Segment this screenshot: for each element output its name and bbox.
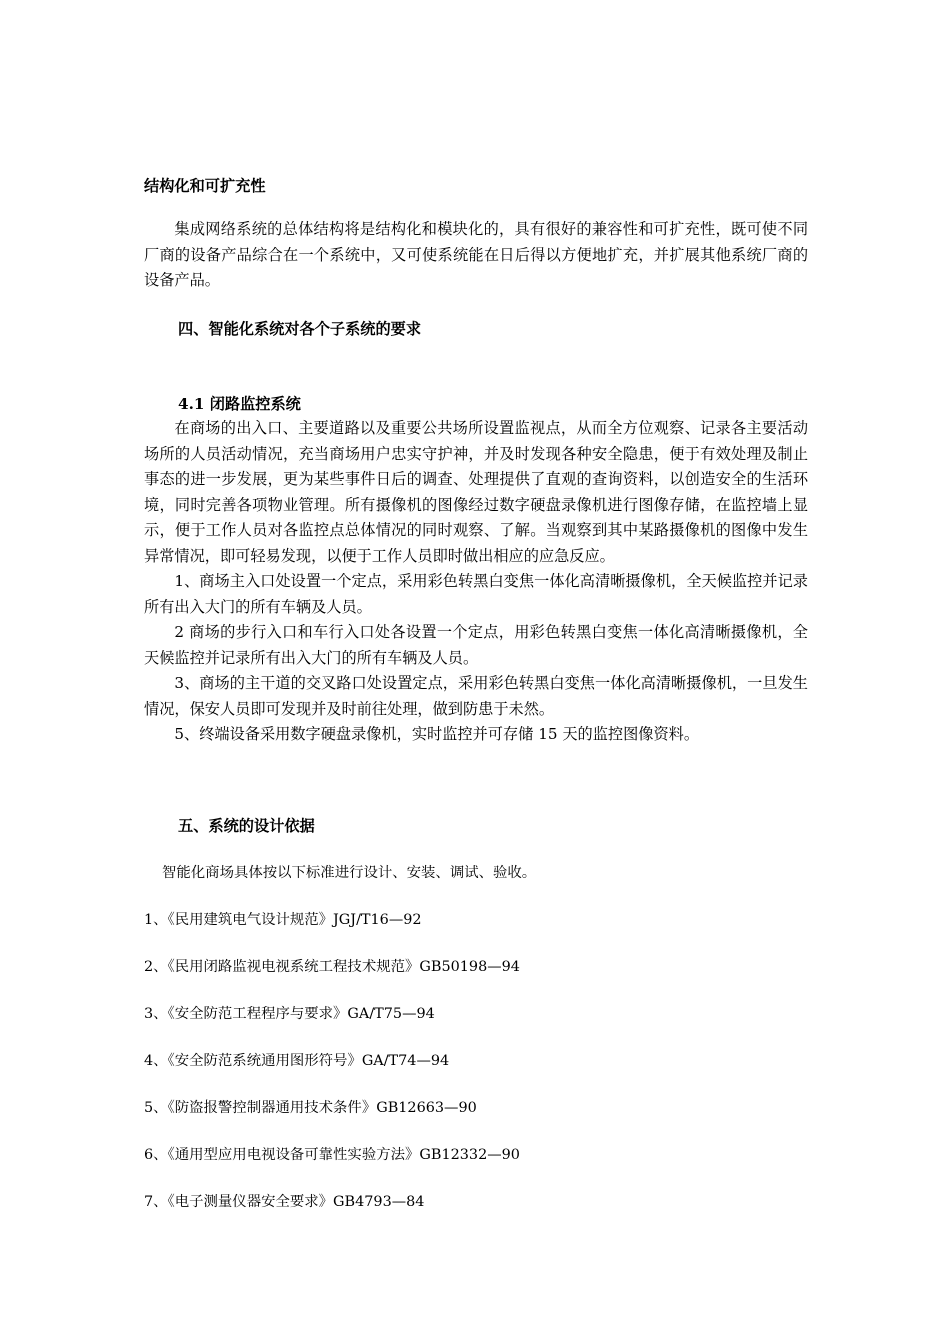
heading-section4: 四、智能化系统对各个子系统的要求 bbox=[178, 320, 421, 338]
section4-intro: 在商场的出入口、主要道路以及重要公共场所设置监视点，从而全方位观察、记录各主要活动场所的人员活动情况，充当商场用户忠实守护神，并及时发现各种安全隐患，便于有效处理及制止事态的进一步发展，更为某些事件日后的调查、处理提供了直观的查询资料，以创造安全的生活环境，同时完善各项物业管理。所有摄像机的图像经过数字硬盘录像机进行图像存储，在监控墙上显示，便于工作人员对各监控点总体情况的同时观察、了解。当观察到其中某路摄像机的图像中发生异常情况，即可轻易发现，以便于工作人员即时做出相应的应急反应。 bbox=[144, 419, 808, 565]
standard-item-4: 4、《安全防范系统通用图形符号》GA/T74—94 bbox=[144, 1053, 450, 1069]
standard-item-5: 5、《防盗报警控制器通用技术条件》GB12663—90 bbox=[144, 1100, 477, 1116]
subheading-4-1: 4.1 闭路监控系统 bbox=[178, 395, 301, 413]
section4-item-5: 5、终端设备采用数字硬盘录像机，实时监控并可存储 15 天的监控图像资料。 bbox=[174, 725, 700, 743]
standard-item-6: 6、《通用型应用电视设备可靠性实验方法》GB12332—90 bbox=[144, 1147, 520, 1163]
standard-item-2: 2、《民用闭路监视电视系统工程技术规范》GB50198—94 bbox=[144, 959, 520, 975]
standard-item-7: 7、《电子测量仪器安全要求》GB4793—84 bbox=[144, 1194, 425, 1210]
standard-item-1: 1、《民用建筑电气设计规范》JGJ/T16—92 bbox=[144, 912, 422, 928]
section4-item-1: 1、商场主入口处设置一个定点，采用彩色转黑白变焦一体化高清晰摄像机，全天候监控并记录所有出入大门的所有车辆及人员。 bbox=[144, 572, 808, 616]
heading-structured: 结构化和可扩充性 bbox=[144, 177, 266, 195]
paragraph-text: 集成网络系统的总体结构将是结构化和模块化的，具有很好的兼容性和可扩充性，既可使不同厂商的设备产品综合在一个系统中，又可使系统能在日后得以方便地扩充，并扩展其他系统厂商的设备产品。 bbox=[144, 220, 808, 289]
section4-item-2: 2 商场的步行入口和车行入口处各设置一个定点，用彩色转黑白变焦一体化高清晰摄像机，全天候监控并记录所有出入大门的所有车辆及人员。 bbox=[144, 623, 808, 667]
section5-intro: 智能化商场具体按以下标准进行设计、安装、调试、验收。 bbox=[162, 865, 537, 881]
section4-body bbox=[144, 416, 808, 748]
paragraph-structured bbox=[144, 217, 808, 294]
standard-item-3: 3、《安全防范工程程序与要求》GA/T75—94 bbox=[144, 1006, 435, 1022]
section4-item-3: 3、商场的主干道的交叉路口处设置定点，采用彩色转黑白变焦一体化高清晰摄像机，一旦发生情况，保安人员即可发现并及时前往处理，做到防患于未然。 bbox=[144, 674, 808, 718]
heading-section5: 五、系统的设计依据 bbox=[178, 817, 315, 835]
